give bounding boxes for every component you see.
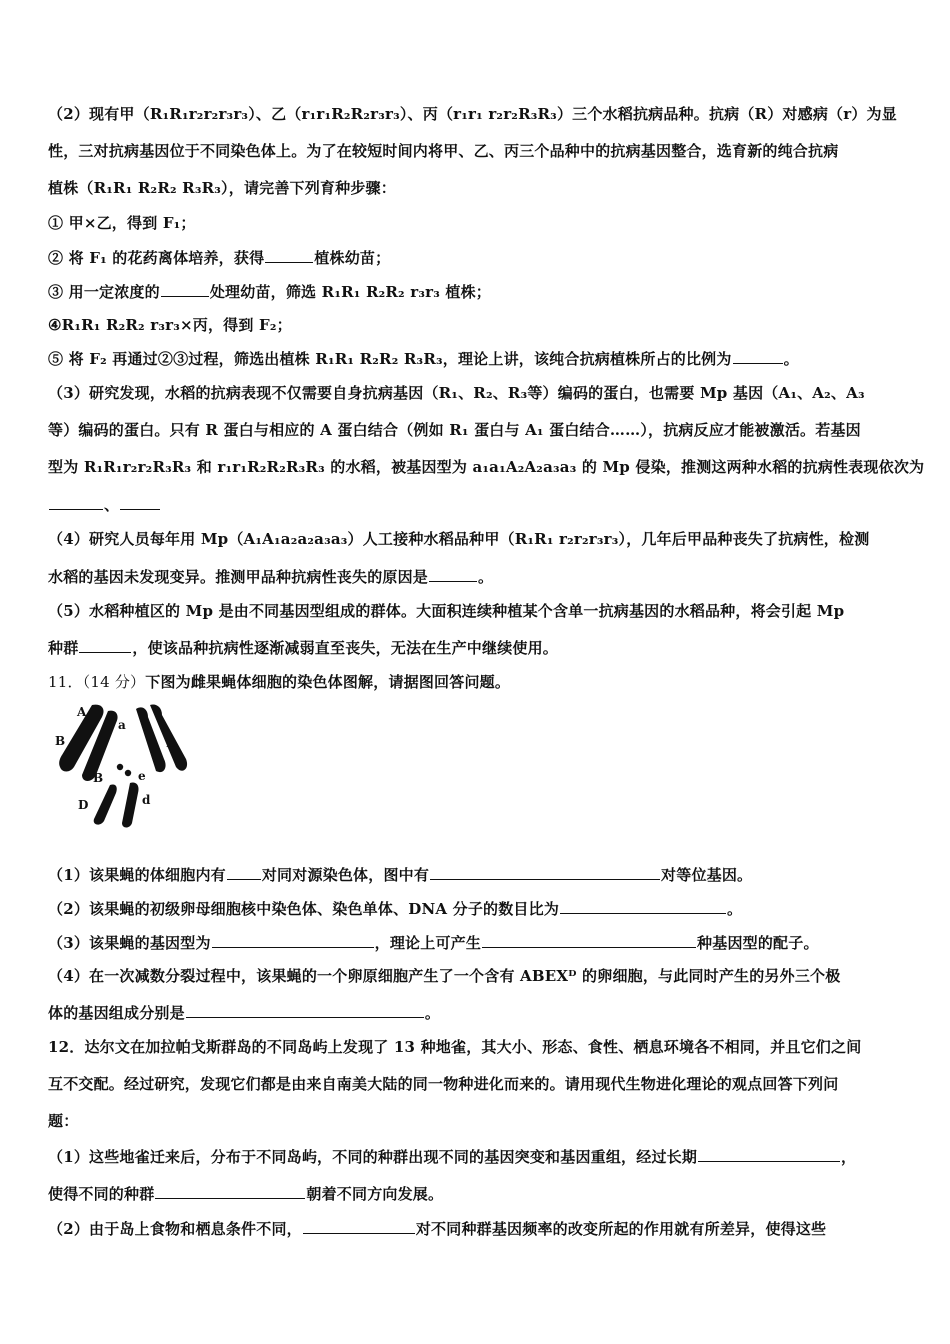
- q10-step2-text-b: 植株幼苗；: [314, 249, 391, 267]
- q10-step4: ④R₁R₁ R₂R₂ r₃r₃×丙，得到 F₂；: [48, 316, 292, 334]
- chromosome-diagram: [52, 703, 192, 831]
- answer-blank[interactable]: [212, 932, 374, 948]
- answer-blank[interactable]: [155, 1183, 305, 1199]
- chromosome-lower-2: [122, 782, 139, 827]
- q11-s3-text-b: ，理论上可产生: [374, 934, 482, 952]
- answer-blank[interactable]: [186, 1002, 424, 1018]
- q11-stem-text: 下图为雌果蝇体细胞的染色体图解，请据图回答问题。: [145, 673, 511, 691]
- q11-s1-text-a: （1）该果蝇的体细胞内有: [48, 866, 226, 884]
- q10-p5-text-a: 种群: [48, 639, 79, 657]
- answer-blank[interactable]: [227, 864, 261, 880]
- q12-s1-text-a: （1）这些地雀迁来后，分布于不同岛屿，不同的种群出现不同的基因突变和基因重组，经过长期: [48, 1148, 698, 1166]
- gene-label: E: [166, 736, 176, 750]
- q10-p2-line2: 性，三对抗病基因位于不同染色体上。为了在较短时间内将甲、乙、丙三个品种中的抗病基因整合，选育新的纯合抗病: [48, 142, 839, 160]
- q12-s2-text-b: 对不同种群基因频率的改变所起的作用就有所差异，使得这些: [415, 1220, 827, 1238]
- q10-step3: [48, 281, 908, 302]
- answer-blank[interactable]: [303, 1218, 415, 1234]
- answer-blank[interactable]: [265, 247, 313, 263]
- q11-s3-text-a: （3）该果蝇的基因型为: [48, 934, 211, 952]
- q11-sub4-line1: （4）在一次减数分裂过程中，该果蝇的一个卵原细胞产生了一个含有 ABEXᴰ 的卵细胞，与此同时产生的另外三个极: [48, 967, 841, 985]
- chromosome-dot: [125, 770, 131, 776]
- answer-blank[interactable]: [698, 1146, 840, 1162]
- q10-p5-line1: （5）水稻种植区的 Mp 是由不同基因型组成的群体。大面积连续种植某个含单一抗病基因的水稻品种，将会引起 Mp: [48, 602, 845, 620]
- q10-p4-line1: （4）研究人员每年用 Mp（A₁A₁a₂a₂a₃a₃）人工接种水稻品种甲（R₁R₁ r₂r₂r₃r₃），几年后甲品种丧失了抗病性，检测: [48, 530, 870, 548]
- q10-p4-text-a: 水稻的基因未发现变异。推测甲品种抗病性丧失的原因是: [48, 568, 429, 586]
- q11-s4-text-c: 。: [424, 1004, 441, 1022]
- q10-step5: [48, 348, 908, 369]
- chromosome-lower-1: [94, 784, 117, 824]
- answer-blank[interactable]: [430, 864, 660, 880]
- q11-s2-text-b: 。: [727, 900, 743, 918]
- question-number: 11．（14 分）: [48, 673, 146, 691]
- q10-step5-text-a: ⑤ 将 F₂ 再通过②③过程，筛选出植株 R₁R₁ R₂R₂ R₃R₃，理论上讲，该纯合抗病植株所占的比例为: [48, 350, 732, 368]
- q10-p5-text-b: ，使该品种抗病性逐渐减弱直至丧失，无法在生产中继续使用。: [132, 639, 559, 657]
- q12-s1-text-c: 使得不同的种群: [48, 1185, 155, 1203]
- q12-s1-text-d: 朝着不同方向发展。: [306, 1185, 444, 1203]
- q10-p3-line1: （3）研究发现，水稻的抗病表现不仅需要自身抗病基因（R₁、R₂、R₃等）编码的蛋白，也需要 Mp 基因（A₁、A₂、A₃: [48, 384, 865, 402]
- q12-sub1-line2: [48, 1183, 908, 1204]
- q12-s1-text-b: ，: [841, 1148, 857, 1166]
- q10-p2-line3: 植株（R₁R₁ R₂R₂ R₃R₃），请完善下列育种步骤：: [48, 179, 396, 197]
- q12-s2-text-a: （2）由于岛上食物和栖息条件不同，: [48, 1220, 302, 1238]
- q10-p3-line4: [48, 494, 908, 515]
- gene-label: e: [138, 769, 146, 783]
- answer-blank[interactable]: [429, 566, 477, 582]
- q12-line2: 互不交配。经过研究，发现它们都是由来自南美大陆的同一物种进化而来的。请用现代生物进化理论的观点回答下列问: [48, 1075, 839, 1093]
- q10-p3-line2: 等）编码的蛋白。只有 R 蛋白与相应的 A 蛋白结合（例如 R₁ 蛋白与 A₁ 蛋白结合……），抗病反应才能被激活。若基因: [48, 421, 861, 439]
- q12-sub1-line1: [48, 1146, 908, 1167]
- q10-step3-text-a: ③ 用一定浓度的: [48, 283, 160, 301]
- q10-step3-text-b: 处理幼苗，筛选 R₁R₁ R₂R₂ r₃r₃ 植株；: [209, 283, 492, 301]
- gene-label: B: [93, 771, 104, 785]
- q10-step2-text-a: ② 将 F₁ 的花药离体培养，获得: [48, 249, 265, 267]
- q11-s4-text-b: 体的基因组成分别是: [48, 1004, 185, 1022]
- q12-sub2-line1: [48, 1218, 908, 1239]
- q11-sub1: [48, 864, 908, 885]
- q10-p4-text-b: 。: [478, 568, 494, 586]
- chromosome-dot: [117, 764, 123, 770]
- gene-label: A: [77, 705, 87, 719]
- answer-blank[interactable]: [49, 494, 103, 510]
- q11-sub3: [48, 932, 908, 953]
- q11-sub4-line2: [48, 1002, 908, 1023]
- gene-label: D: [78, 798, 89, 812]
- q10-p3-line3: 型为 R₁R₁r₂r₂R₃R₃ 和 r₁r₁R₂R₂R₃R₃ 的水稻，被基因型为 a₁a₁A₂A₂a₃a₃ 的 Mp 侵染，推测这两种水稻的抗病性表现依次为: [48, 458, 925, 476]
- answer-blank[interactable]: [79, 637, 131, 653]
- q12-line3: 题：: [48, 1112, 79, 1130]
- q12-line1: 12．达尔文在加拉帕戈斯群岛的不同岛屿上发现了 13 种地雀，其大小、形态、食性、栖息环境各不相同，并且它们之间: [48, 1038, 862, 1056]
- q10-p5-line2: [48, 637, 908, 658]
- q10-step1: ① 甲×乙，得到 F₁；: [48, 214, 196, 232]
- answer-blank[interactable]: [560, 898, 726, 914]
- answer-blank[interactable]: [120, 494, 160, 510]
- q10-p4-line2: [48, 566, 908, 587]
- answer-blank[interactable]: [482, 932, 696, 948]
- gene-label: d: [142, 793, 151, 807]
- q11-s2-text-a: （2）该果蝇的初级卵母细胞核中染色体、染色单体、DNA 分子的数目比为: [48, 900, 560, 918]
- q11-s3-text-c: 种基因型的配子。: [697, 934, 819, 952]
- q10-p2-line1: （2）现有甲（R₁R₁r₂r₂r₃r₃）、乙（r₁r₁R₂R₂r₃r₃）、丙（r₁r₁ r₂r₂R₃R₃）三个水稻抗病品种。抗病（R）对感病（r）为显: [48, 105, 897, 123]
- q11-stem: [48, 672, 908, 692]
- q10-step5-text-b: 。: [783, 350, 799, 368]
- q11-sub2: [48, 898, 908, 919]
- q10-p3-separator: 、: [104, 496, 120, 514]
- gene-label: B: [55, 734, 66, 748]
- q11-s1-text-b: 对同对源染色体，图中有: [261, 866, 430, 884]
- q11-s1-text-c: 对等位基因。: [661, 866, 753, 884]
- answer-blank[interactable]: [733, 348, 783, 364]
- answer-blank[interactable]: [161, 281, 209, 297]
- gene-label: a: [118, 718, 126, 732]
- q10-step2: [48, 247, 908, 268]
